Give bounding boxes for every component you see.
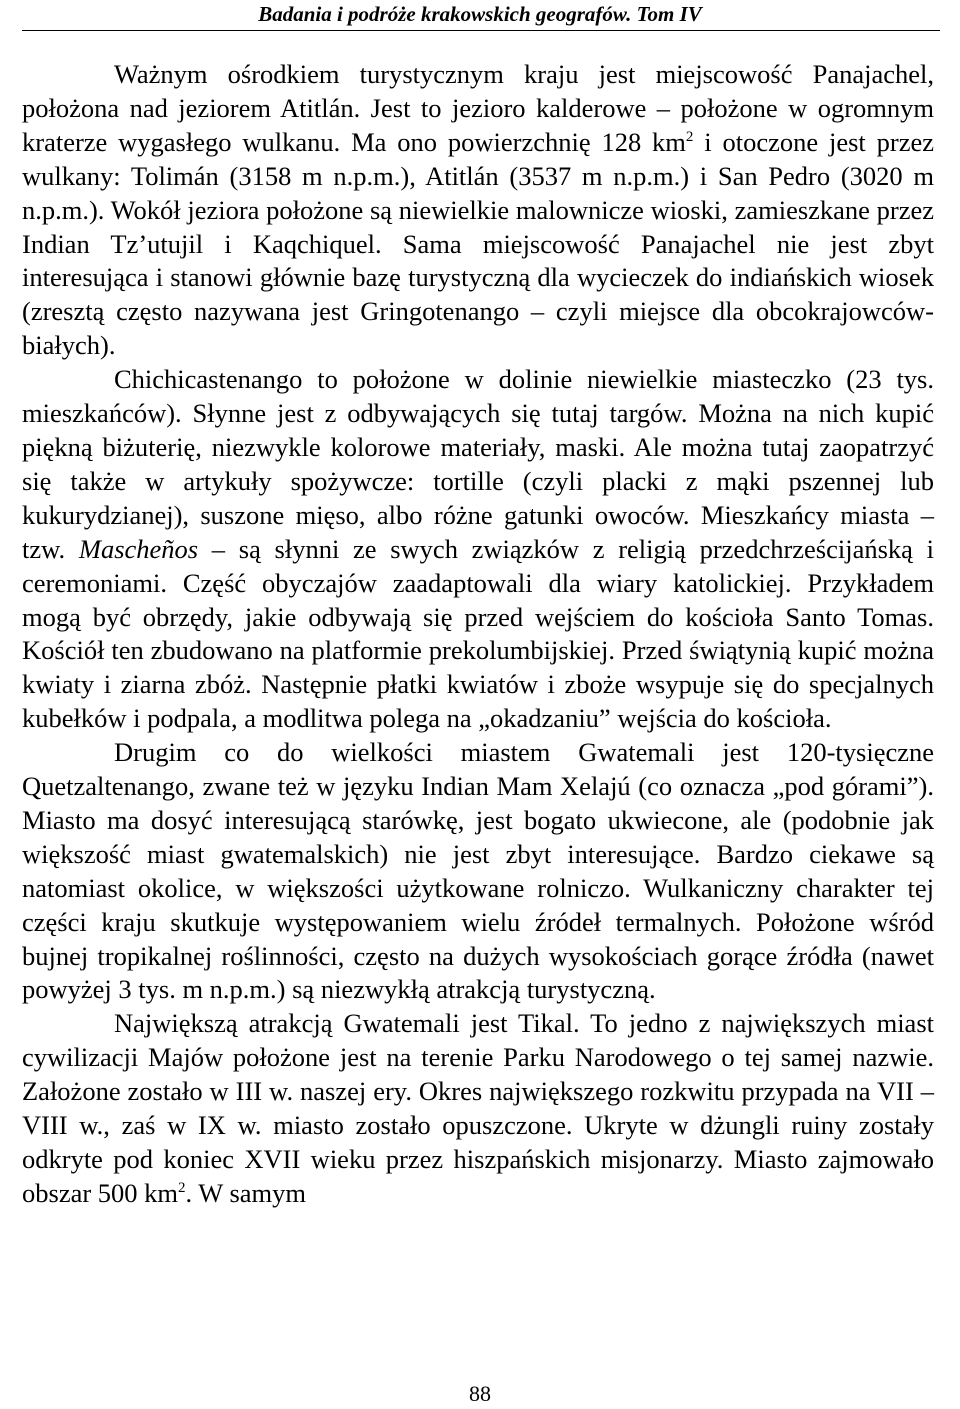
paragraph-tikal <box>22 1007 934 1210</box>
paragraph-quetzaltenango: Drugim co do wielkości miastem Gwatemali jest 120-tysięczne Quetzaltenango, zwane też w języku Indian Mam Xelajú (co oznacza „pod górami”). Miasto ma dosyć interesującą starówkę, jest bogato ukwiecone, ale (podobnie jak większość miast gwatemalskich) nie jest zbyt interesujące. Bardzo ciekawe są natomiast okolice, w większości użytkowane rolniczo. Wulkaniczny charakter tej części kraju skutkuje występowaniem wielu źródeł termalnych. Położone wśród bujnej tropikalnej roślinności, często na dużych wysokościach gorące źródła (nawet powyżej 3 tys. m n.p.m.) są niezwykłą atrakcją turystyczną. <box>22 737 934 1005</box>
paragraph-panajachel <box>22 58 934 363</box>
paragraph-text: Chichicastenango to położone w dolinie niewielkie miasteczko (23 tys. mieszkańców). Słynne jest z odbywających się tutaj targów. Można na nich kupić piękną biżuterię, niezwykle kolorowe materiały, maski. Ale można tutaj zaopatrzyć się także w artykuły spożywcze: tortille (czyli placki z mąki pszennej lub kukurydzianej), suszone mięso, albo różne gatunki owoców. Mieszkańcy miasta – tzw. <box>22 364 934 564</box>
paragraph-text: Ważnym ośrodkiem turystycznym kraju jest miejscowość Panajachel, położona nad jeziorem Atitlán. Jest to jezioro kalderowe – położone w ogromnym kraterze wygasłego wulkanu. Ma ono powierzchnię 128 km <box>22 59 934 157</box>
header-rule <box>22 30 940 31</box>
paragraph-text: Największą atrakcją Gwatemali jest Tikal. To jedno z największych miast cywilizacji Majów położone jest na terenie Parku Narodowego o tej samej nazwie. Założone zostało w III w. naszej ery. Okres największego rozkwitu przypada na VII – VIII w., zaś w IX w. miasto zostało opuszczone. Ukryte w dżungli ruiny zostały odkryte pod koniec XVII wieku przez hiszpańskich misjonarzy. Miasto zajmowało obszar 500 km <box>22 1008 934 1208</box>
paragraph-chichicastenango <box>22 363 934 736</box>
body-text <box>22 58 934 1211</box>
page-number: 88 <box>469 1381 491 1406</box>
paragraph-text: . W samym <box>185 1177 307 1208</box>
paragraph-text: i otoczone jest przez wulkany: Tolimán (3158 m n.p.m.), Atitlán (3537 m n.p.m.) i San Pedro (3020 m n.p.m.). Wokół jeziora położone są niewielkie malownicze wioski, zamieszkane przez Indian Tz’utujil i Kaqchiquel. Sama miejscowość Panajachel nie jest zbyt interesująca i stanowi głównie bazę turystyczną dla wycieczek do indiańskich wiosek (zresztą często nazywana jest Gringotenango – czyli miejsce dla obcokrajowców-białych). <box>22 126 934 361</box>
running-header: Badania i podróże krakowskich geografów. Tom IV <box>258 2 702 26</box>
superscript-2: 2 <box>178 1179 186 1196</box>
superscript-2: 2 <box>685 128 694 145</box>
italic-term: Mascheños <box>78 533 199 564</box>
paragraph-text: – są słynni ze swych związków z religią przedchrześcijańską i ceremoniami. Część obyczajów zaadaptowali dla wiary katolickiej. Przykładem mogą być obrzędy, jakie odbywają się przed wejściem do kościoła Santo Tomas. Kościół ten zbudowano na platformie prekolumbijskiej. Przed świątynią kupić można kwiaty i ziarna zbóż. Następnie płatki kwiatów i zboże wsypuje się do specjalnych kubełków i podpala, a modlitwa polega na „okadzaniu” wejścia do kościoła. <box>22 533 934 734</box>
